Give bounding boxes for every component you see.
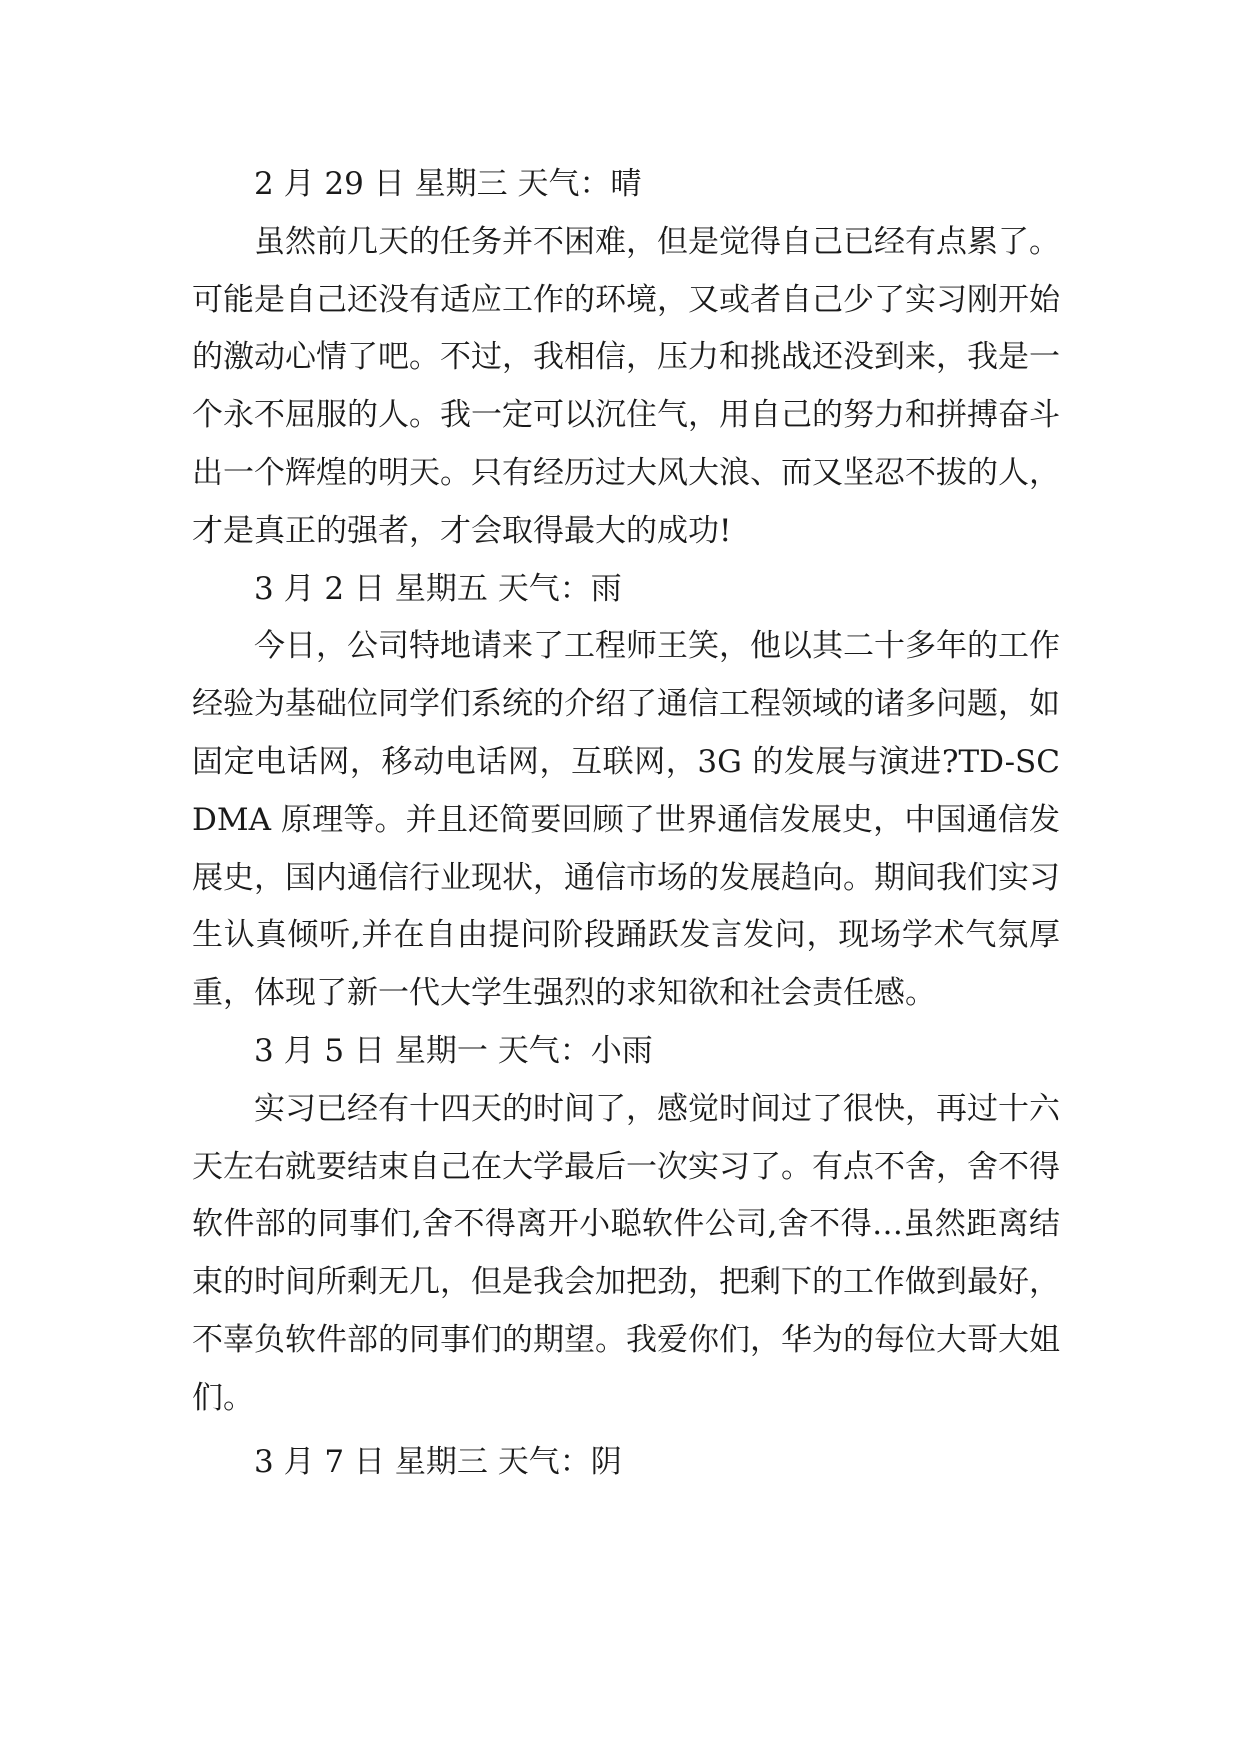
entry-date-line: 2 月 29 日 星期三 天气：晴	[254, 166, 642, 202]
diary-content	[192, 156, 1060, 1491]
entry-date-line: 3 月 7 日 星期三 天气：阴	[254, 1443, 622, 1480]
entry-body: 实习已经有十四天的时间了，感觉时间过了很快，再过十六天左右就要结束自己在大学最后一次实习了。有点不舍，舍不得软件部的同事们,舍不得离开小聪软件公司,舍不得…虽然距离结束的时间所剩无几，但是我会加把劲，把剩下的工作做到最好，不辜负软件部的同事们的期望。我爱你们，华为的每位大哥大姐们。	[192, 1090, 1060, 1416]
entry-date-line: 3 月 5 日 星期一 天气：小雨	[254, 1032, 653, 1069]
entry-body: 今日，公司特地请来了工程师王笑，他以其二十多年的工作经验为基础位同学们系统的介绍了通信工程领域的诸多问题，如固定电话网，移动电话网，互联网，3G 的发展与演进?TD-SCDMA 原理等。并且还简要回顾了世界通信发展史，中国通信发展史，国内通信行业现状，通信市场的发展趋向。期间我们实习生认真倾听,并在自由提问阶段踊跃发言发问，现场学术气氛厚重，体现了新一代大学生强烈的求知欲和社会责任感。	[192, 628, 1060, 1012]
entry-date-line: 3 月 2 日 星期五 天气：雨	[254, 570, 622, 607]
entry-body: 虽然前几天的任务并不困难，但是觉得自己已经有点累了。可能是自己还没有适应工作的环境，又或者自己少了实习刚开始的激动心情了吧。不过，我相信，压力和挑战还没到来，我是一个永不屈服的人。我一定可以沉住气，用自己的努力和拼搏奋斗出一个辉煌的明天。只有经历过大风大浪、而又坚忍不拔的人，才是真正的强者，才会取得最大的成功!	[192, 223, 1060, 549]
